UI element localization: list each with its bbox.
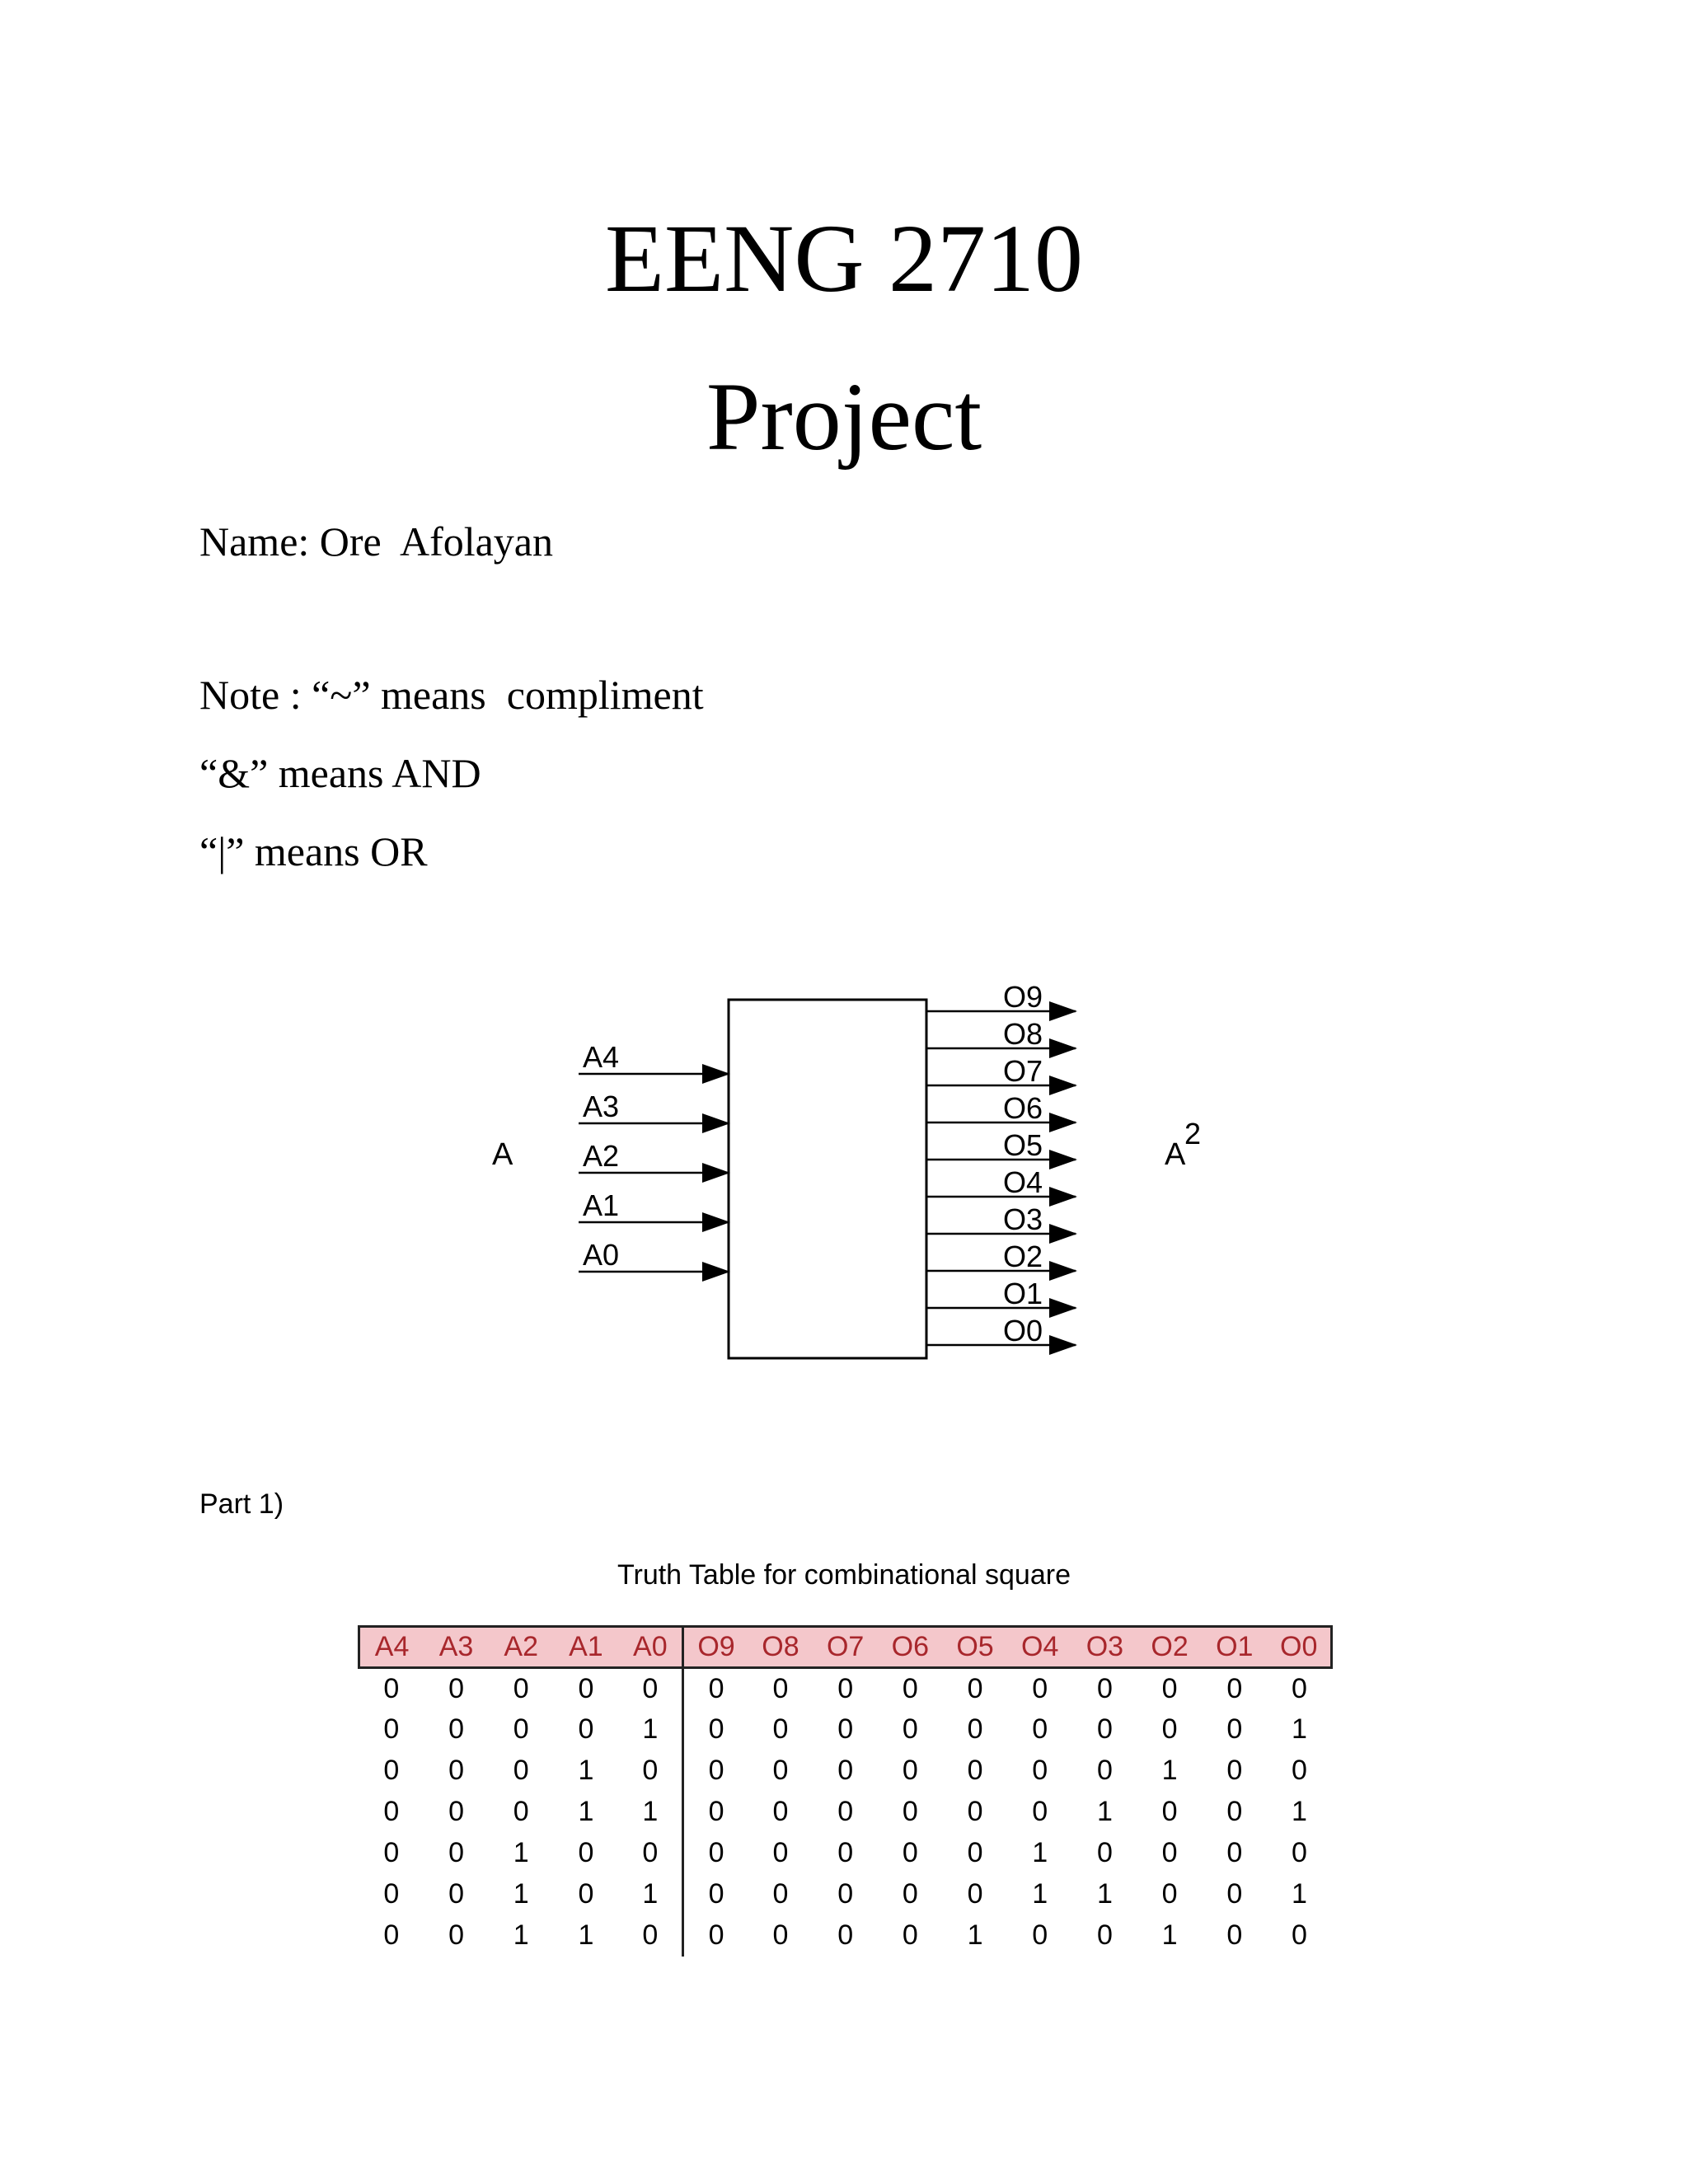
table-cell: 0: [448, 1755, 464, 1786]
table-cell: 0: [1161, 1796, 1178, 1827]
table-cell: 0: [1161, 1713, 1178, 1745]
table-cell: 0: [618, 1915, 683, 1957]
output-label-o6: O6: [1003, 1091, 1043, 1125]
table-row: [359, 1750, 1332, 1792]
table-cell: 0: [1292, 1919, 1307, 1951]
output-group-label: A: [1165, 1137, 1186, 1172]
table-cell: 0: [837, 1713, 854, 1745]
table-cell: 0: [1226, 1755, 1243, 1786]
column-header-o5: O5: [943, 1627, 1008, 1668]
output-label-o8: O8: [1003, 1017, 1043, 1051]
table-cell: 0: [1292, 1672, 1307, 1704]
table-cell: 1: [1032, 1837, 1048, 1868]
table-cell: 0: [708, 1837, 724, 1868]
table-cell: 0: [513, 1796, 529, 1827]
table-cell: 0: [448, 1713, 464, 1745]
table-cell: 0: [513, 1713, 529, 1745]
table-cell: 0: [772, 1878, 789, 1910]
table-cell: 1: [578, 1796, 594, 1827]
input-label-a3: A3: [583, 1090, 620, 1123]
output-label-o9: O9: [1003, 980, 1043, 1014]
table-cell: 1: [618, 1709, 683, 1750]
table-cell: 0: [708, 1672, 724, 1704]
input-label-a4: A4: [583, 1040, 620, 1074]
table-cell: 0: [967, 1796, 983, 1827]
table-row: [359, 1915, 1332, 1957]
column-header-a0: A0: [618, 1627, 683, 1668]
table-cell: 0: [1226, 1919, 1243, 1951]
table-cell: 0: [618, 1833, 683, 1874]
table-cell: 0: [383, 1796, 400, 1827]
output-label-o5: O5: [1003, 1128, 1043, 1162]
table-cell: 0: [1292, 1755, 1307, 1786]
table-cell: 0: [513, 1755, 529, 1786]
table-cell: 0: [1161, 1878, 1178, 1910]
table-row: [359, 1874, 1332, 1915]
note-and: “&” means AND: [199, 750, 481, 796]
table-cell: 0: [448, 1837, 464, 1868]
output-label-o7: O7: [1003, 1054, 1043, 1088]
table-cell: 0: [772, 1755, 789, 1786]
table-row: [359, 1709, 1332, 1750]
table-cell: 0: [708, 1878, 724, 1910]
table-cell: 0: [448, 1796, 464, 1827]
table-cell: 0: [837, 1796, 854, 1827]
column-header-o9: O9: [683, 1627, 748, 1668]
document-subtitle: Project: [706, 363, 982, 471]
output-label-o0: O0: [1003, 1314, 1043, 1347]
output-signals: [926, 980, 1076, 1347]
table-cell: 0: [902, 1713, 918, 1745]
table-cell: 0: [383, 1713, 400, 1745]
table-cell: 0: [1226, 1672, 1243, 1704]
table-cell: 0: [902, 1919, 918, 1951]
table-cell: 0: [902, 1796, 918, 1827]
table-cell: 0: [772, 1713, 789, 1745]
table-cell: 1: [513, 1878, 529, 1910]
table-cell: 0: [902, 1672, 918, 1704]
table-cell: 0: [837, 1878, 854, 1910]
output-label-o4: O4: [1003, 1165, 1043, 1199]
table-cell: 0: [837, 1672, 854, 1704]
table-cell: 0: [383, 1919, 400, 1951]
table-cell: 0: [967, 1713, 983, 1745]
table-cell: 0: [1226, 1713, 1243, 1745]
table-cell: 0: [1096, 1755, 1113, 1786]
column-header-a3: A3: [424, 1627, 489, 1668]
table-cell: 0: [1161, 1837, 1178, 1868]
table-cell: 0: [618, 1750, 683, 1792]
table-cell: 0: [1032, 1672, 1048, 1704]
table-cell: 0: [837, 1919, 854, 1951]
table-cell: 1: [1032, 1878, 1048, 1910]
table-cell: 1: [513, 1919, 529, 1951]
table-cell: 0: [383, 1837, 400, 1868]
table-cell: 0: [772, 1796, 789, 1827]
table-cell: 1: [1292, 1796, 1307, 1827]
table-caption: Truth Table for combinational square: [617, 1559, 1071, 1591]
table-cell: 0: [578, 1837, 594, 1868]
table-cell: 1: [618, 1792, 683, 1833]
note-or: “|” means OR: [199, 828, 428, 874]
input-label-a2: A2: [583, 1139, 620, 1173]
table-cell: 0: [1226, 1837, 1243, 1868]
table-cell: 0: [1032, 1919, 1048, 1951]
table-cell: 0: [708, 1796, 724, 1827]
table-cell: 0: [1096, 1919, 1113, 1951]
column-header-o7: O7: [813, 1627, 878, 1668]
truth-table: [358, 1625, 1333, 1957]
table-cell: 0: [772, 1672, 789, 1704]
table-cell: 0: [1096, 1713, 1113, 1745]
table-cell: 0: [967, 1878, 983, 1910]
input-label-a1: A1: [583, 1188, 620, 1222]
table-cell: 0: [708, 1713, 724, 1745]
output-label-o1: O1: [1003, 1277, 1043, 1310]
table-cell: 0: [902, 1837, 918, 1868]
table-cell: 0: [772, 1919, 789, 1951]
table-cell: 0: [1032, 1796, 1048, 1827]
table-cell: 0: [708, 1919, 724, 1951]
table-cell: 0: [902, 1755, 918, 1786]
table-cell: 1: [967, 1919, 983, 1951]
table-cell: 0: [1032, 1755, 1048, 1786]
table-cell: 0: [1226, 1796, 1243, 1827]
table-row: [359, 1833, 1332, 1874]
table-cell: 0: [578, 1878, 594, 1910]
table-cell: 1: [513, 1837, 529, 1868]
table-cell: 0: [578, 1672, 594, 1704]
table-header-row: [359, 1627, 1332, 1668]
input-group-label: A: [492, 1137, 513, 1172]
table-cell: 0: [1226, 1878, 1243, 1910]
table-cell: 0: [513, 1672, 529, 1704]
input-label-a0: A0: [583, 1238, 620, 1272]
section-heading: Part 1): [199, 1488, 284, 1520]
table-cell: 1: [1161, 1755, 1178, 1786]
column-header-o3: O3: [1072, 1627, 1137, 1668]
document-title: EENG 2710: [604, 204, 1084, 312]
column-header-o0: O0: [1267, 1627, 1332, 1668]
table-cell: 0: [837, 1837, 854, 1868]
table-cell: 0: [967, 1837, 983, 1868]
table-cell: 0: [618, 1668, 683, 1709]
table-cell: 1: [578, 1919, 594, 1951]
table-cell: 1: [1292, 1878, 1307, 1910]
table-cell: 1: [1096, 1796, 1113, 1827]
column-header-o8: O8: [748, 1627, 814, 1668]
student-name: Name: Ore Afolayan: [199, 518, 554, 565]
table-cell: 0: [967, 1672, 983, 1704]
column-header-a4: A4: [359, 1627, 424, 1668]
table-cell: 0: [1032, 1713, 1048, 1745]
table-cell: 0: [1096, 1672, 1113, 1704]
table-cell: 0: [448, 1878, 464, 1910]
table-cell: 0: [902, 1878, 918, 1910]
combinational-block: [729, 1000, 926, 1358]
table-cell: 1: [1161, 1919, 1178, 1951]
output-label-o2: O2: [1003, 1240, 1043, 1273]
column-header-o4: O4: [1007, 1627, 1072, 1668]
table-row: [359, 1792, 1332, 1833]
note-compliment: Note : “~” means compliment: [199, 672, 704, 718]
column-header-a1: A1: [554, 1627, 619, 1668]
table-cell: 1: [1292, 1713, 1307, 1745]
column-header-o1: O1: [1202, 1627, 1267, 1668]
table-cell: 0: [772, 1837, 789, 1868]
table-cell: 0: [383, 1672, 400, 1704]
table-row: [359, 1668, 1332, 1709]
table-cell: 0: [1292, 1837, 1307, 1868]
column-header-o2: O2: [1137, 1627, 1203, 1668]
output-label-o3: O3: [1003, 1202, 1043, 1236]
table-cell: 0: [383, 1755, 400, 1786]
column-header-a2: A2: [489, 1627, 554, 1668]
table-cell: 0: [708, 1755, 724, 1786]
table-cell: 0: [967, 1755, 983, 1786]
column-header-o6: O6: [878, 1627, 943, 1668]
table-cell: 0: [1161, 1672, 1178, 1704]
table-cell: 0: [837, 1755, 854, 1786]
table-cell: 1: [618, 1874, 683, 1915]
table-cell: 0: [383, 1878, 400, 1910]
table-cell: 1: [578, 1755, 594, 1786]
table-cell: 0: [448, 1919, 464, 1951]
table-cell: 1: [1096, 1878, 1113, 1910]
output-group-superscript: 2: [1184, 1117, 1202, 1151]
input-signals: [579, 1040, 729, 1272]
table-cell: 0: [448, 1672, 464, 1704]
table-cell: 0: [1096, 1837, 1113, 1868]
table-cell: 0: [578, 1713, 594, 1745]
